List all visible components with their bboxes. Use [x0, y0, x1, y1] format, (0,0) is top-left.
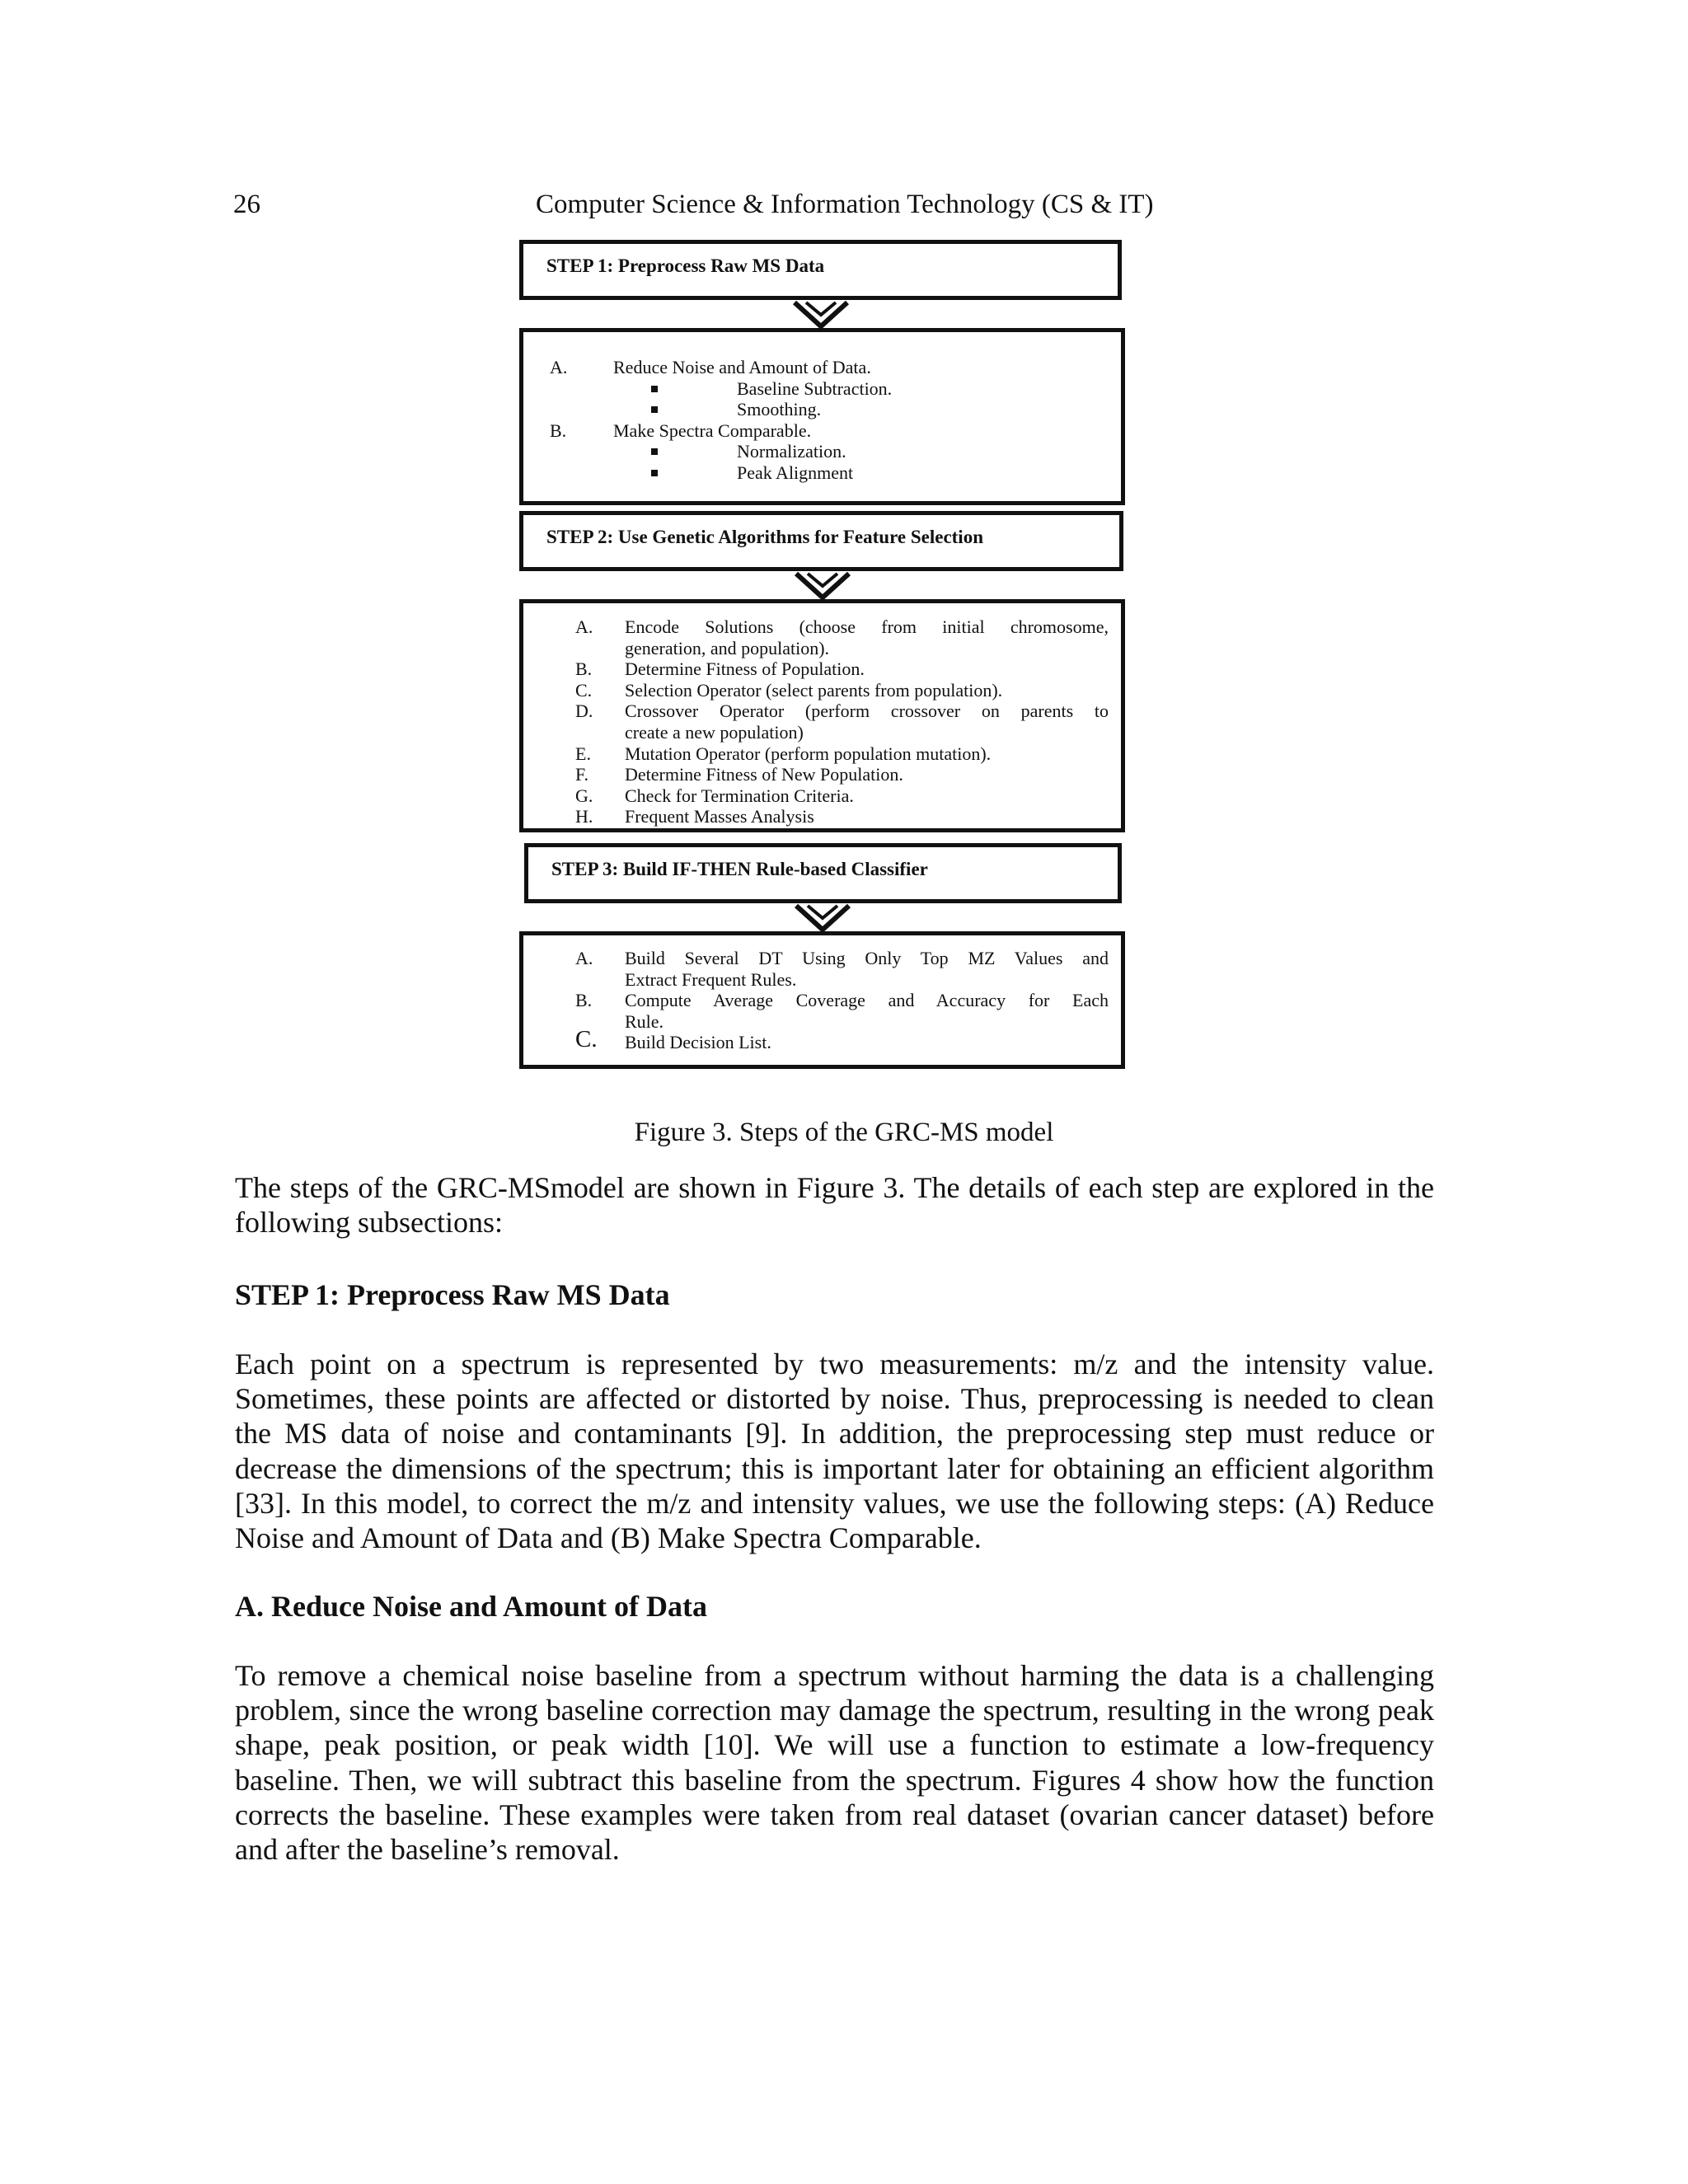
item-label: G.: [575, 785, 593, 806]
item-label: B.: [550, 419, 567, 441]
item-label: A.: [575, 948, 593, 968]
item-label: B.: [575, 990, 593, 1011]
figure-list-item: [550, 441, 1085, 462]
figure-list-item: [575, 616, 1109, 638]
figure-list-item: [575, 764, 1109, 785]
step1-content-box: [519, 328, 1125, 505]
section-a-heading: A. Reduce Noise and Amount of Data: [235, 1590, 708, 1623]
step3-title-box: [524, 843, 1122, 903]
figure-list-item: [575, 680, 1109, 701]
item-text: Reduce Noise and Amount of Data.: [613, 357, 871, 377]
step2-items: [575, 616, 1109, 827]
step2-content-box: [519, 599, 1125, 832]
item-label: F.: [575, 764, 588, 785]
item-text: Crossover Operator (perform crossover on parents to: [625, 701, 1109, 722]
item-text: Frequent Masses Analysis: [625, 806, 814, 827]
item-text: Peak Alignment: [737, 462, 854, 483]
figure-list-item: [575, 948, 1109, 969]
figure-list-item: [575, 785, 1109, 807]
figure-list-item: [550, 462, 1085, 484]
item-text: Build Several DT Using Only Top MZ Values and: [625, 948, 1109, 968]
item-text: generation, and population).: [625, 637, 830, 658]
item-text: Selection Operator (select parents from population).: [625, 679, 1003, 701]
figure-list-item: [575, 969, 1109, 991]
figure-list-item: [550, 399, 1085, 420]
item-text: Extract Frequent Rules.: [625, 968, 797, 990]
item-text: Make Spectra Comparable.: [613, 419, 812, 441]
item-text: Encode Solutions (choose from initial chromosome,: [625, 616, 1109, 637]
down-arrow-icon: [793, 571, 852, 601]
running-head: Computer Science & Information Technology (CS & IT): [536, 190, 1154, 219]
bullet-icon: [651, 448, 658, 455]
figure-list-item: [575, 806, 1109, 827]
down-arrow-icon: [793, 903, 852, 933]
step1-paragraph: Each point on a spectrum is represented by two measurements: m/z and the intensity value. Sometimes, these points are affected or distorted by noise. Thus, preprocessing is needed to clean the MS data of noise and contaminants [9]. In addition, the preprocessing step must reduce or decrease the dimensions of the spectrum; this is important later for obtaining an efficient algorithm [33]. In this model, to correct the m/z and intensity values, we use the following steps: (A) Reduce Noise and Amount of Data and (B) Make Spectra Comparable.: [235, 1347, 1434, 1555]
item-label: B.: [575, 658, 593, 680]
item-label: H.: [575, 806, 593, 827]
step2-title-box: [519, 511, 1123, 571]
step3-content-box: [519, 931, 1125, 1069]
item-text: Smoothing.: [737, 399, 822, 420]
item-label: A.: [550, 357, 568, 377]
item-label: D.: [575, 701, 593, 722]
figure-list-item: [575, 722, 1109, 743]
figure-list-item: [575, 1011, 1109, 1033]
figure-list-item: [575, 743, 1109, 765]
figure-list-item: [575, 701, 1109, 722]
figure-caption: Figure 3. Steps of the GRC-MS model: [634, 1118, 1054, 1147]
item-text: Check for Termination Criteria.: [625, 785, 854, 806]
figure-list-item: [550, 378, 1085, 400]
figure-list-item: [575, 658, 1109, 680]
item-text: Determine Fitness of Population.: [625, 658, 865, 680]
item-text: Mutation Operator (perform population mutation).: [625, 743, 992, 764]
figure-list-item: [575, 990, 1109, 1011]
item-text: Build Decision List.: [625, 1032, 771, 1053]
item-label: C.: [575, 1026, 598, 1053]
figure-list-item: [550, 357, 1085, 378]
step2-title: STEP 2: Use Genetic Algorithms for Feature Selection: [546, 527, 983, 547]
page-number: 26: [233, 190, 260, 219]
item-text: Compute Average Coverage and Accuracy for Each: [625, 990, 1109, 1011]
step1-title: STEP 1: Preprocess Raw MS Data: [546, 255, 825, 276]
item-text: Rule.: [625, 1010, 664, 1032]
bullet-icon: [651, 470, 658, 476]
figure-list-item: [575, 1026, 1109, 1053]
item-label: E.: [575, 743, 591, 764]
figure-list-item: [550, 420, 1085, 442]
item-label: A.: [575, 616, 593, 637]
item-text: Determine Fitness of New Population.: [625, 764, 903, 785]
item-label: C.: [575, 679, 593, 701]
figure-list-item: [575, 638, 1109, 659]
bullet-icon: [651, 386, 658, 392]
down-arrow-icon: [791, 300, 851, 330]
item-text: Normalization.: [737, 441, 846, 462]
section-a-paragraph: To remove a chemical noise baseline from a spectrum without harming the data is a challenging problem, since the wrong baseline correction may damage the spectrum, resulting in the wrong peak shape, peak position, or peak width [10]. We will use a function to estimate a low-frequency baseline. Then, we will subtract this baseline from the spectrum. Figures 4 show how the function corrects the baseline. These examples were taken from real dataset (ovarian cancer dataset) before and after the baseline’s removal.: [235, 1659, 1434, 1867]
intro-paragraph: The steps of the GRC-MSmodel are shown in Figure 3. The details of each step are explored in the following subsections:: [235, 1171, 1434, 1240]
step1-title-box: [519, 240, 1122, 300]
step1-heading: STEP 1: Preprocess Raw MS Data: [235, 1278, 670, 1311]
step3-title: STEP 3: Build IF-THEN Rule-based Classifier: [551, 859, 928, 879]
item-text: create a new population): [625, 721, 804, 743]
step1-items: [550, 357, 1085, 484]
step3-items: [575, 948, 1109, 1053]
bullet-icon: [651, 406, 658, 413]
item-text: Baseline Subtraction.: [737, 377, 893, 399]
